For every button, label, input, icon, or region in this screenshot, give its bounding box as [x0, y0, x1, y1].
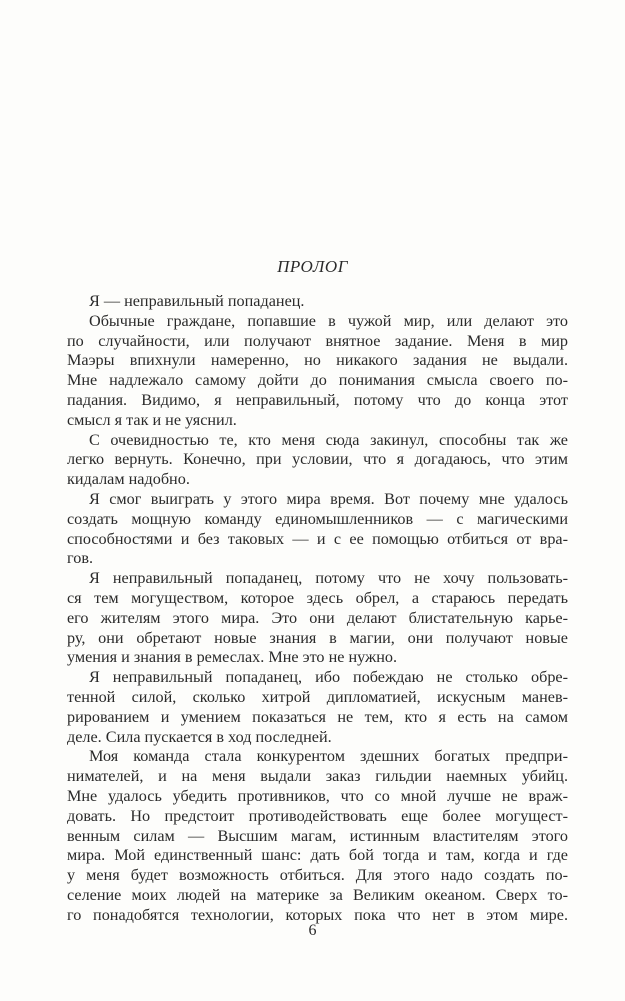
text-line: Обычные граждане, попавшие в чужой мир, или делают это [89, 311, 568, 330]
text-line: смысл я так и не уяснил. [67, 410, 237, 429]
text-line: создать мощную команду единомышленников — с магическими [67, 509, 568, 528]
text-line: его жителям этого мира. Это они делают блистательную карье- [67, 608, 568, 627]
text-line: Я смог выиграть у этого мира время. Вот почему мне удалось [89, 489, 568, 508]
text-line: Моя команда стала конкурентом здешних богатых предпри- [89, 747, 568, 766]
text-line: Мне надлежало самому дойти до понимания смысла своего по- [67, 371, 568, 390]
text-line: гов. [67, 549, 94, 568]
text-line: С очевидностью те, кто меня сюда закинул, способны так же [89, 430, 568, 449]
text-line: Я неправильный попаданец, потому что не хочу пользовать- [89, 569, 568, 588]
text-line: умения и знания в ремеслах. Мне это не нужно. [67, 648, 397, 667]
prologue-text [67, 292, 568, 926]
text-line: Маэры впихнули намеренно, но никакого задания не выдали. [67, 351, 568, 370]
text-line: нимателей, и на меня выдали заказ гильдии наемных убийц. [67, 767, 568, 786]
chapter-title: ПРОЛОГ [277, 257, 348, 276]
text-line: Я — неправильный попаданец. [89, 292, 305, 310]
text-line: Мне удалось убедить противников, что со мной лучше не враж- [67, 786, 568, 805]
text-line: мира. Мой единственный шанс: дать бой тогда и там, когда и где [67, 846, 568, 865]
text-line: способностями и без таковых — и с ее помощью отбиться от вра- [67, 529, 568, 548]
text-line: венным силам — Высшим магам, истинным властителям этого [67, 826, 568, 845]
text-line: деле. Сила пускается в ход последней. [67, 727, 332, 746]
text-line: легко вернуть. Конечно, при условии, что я догадаюсь, что этим [67, 450, 568, 469]
text-line: довать. Но предстоит противодействовать еще более могущест- [67, 806, 568, 825]
text-line: ру, они обретают новые знания в магии, они получают новые [67, 628, 568, 647]
text-line: падания. Видимо, я неправильный, потому что до конца этот [67, 390, 568, 409]
page-number: 6 [308, 922, 317, 939]
text-line: рированием и умением показаться не тем, кто я есть на самом [67, 707, 568, 726]
text-line: селение моих людей на материке за Великим океаном. Сверх то- [67, 885, 568, 904]
text-line: у меня будет возможность отбиться. Для этого надо создать по- [67, 866, 568, 885]
text-line: го понадобятся технологии, которых пока что нет в этом мире. [67, 905, 568, 924]
text-line: по случайности, или получают внятное задание. Меня в мир [67, 331, 568, 350]
text-line: тенной силой, сколько хитрой дипломатией, искусным манев- [67, 687, 568, 706]
text-line: ся тем могуществом, которое здесь обрел, а стараюсь передать [67, 588, 568, 607]
text-line: кидалам надобно. [67, 470, 190, 489]
text-line: Я неправильный попаданец, ибо побеждаю не столько обре- [89, 668, 568, 687]
